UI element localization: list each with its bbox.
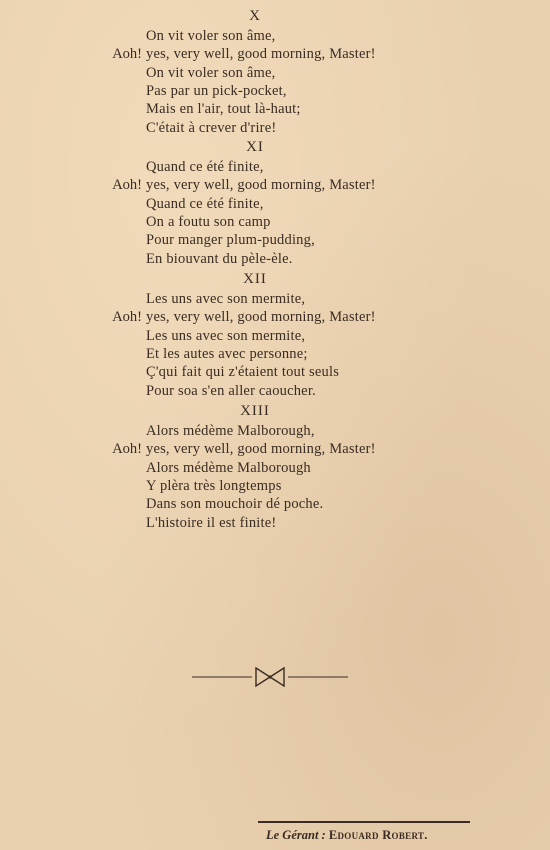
poem-line: Pour soa s'en aller caoucher. (146, 382, 316, 399)
poem-line: yes, very well, good morning, Master! (146, 46, 376, 63)
poem-line: Pour manger plum-pudding, (146, 232, 315, 249)
poem-line: C'était à crever d'rire! (146, 119, 277, 136)
poem-line: yes, very well, good morning, Master! (146, 309, 376, 326)
poem-line: Quand ce été finite, (146, 159, 264, 175)
stanza-numeral: XII (243, 271, 267, 287)
stanza-numeral: XI (246, 139, 264, 155)
poem-line: Ç'qui fait qui z'étaient tout seuls (146, 364, 340, 381)
poem-line: Dans son mouchoir dé poche. (146, 496, 324, 513)
stanza-numeral: X (249, 8, 261, 24)
poem-line: Les uns avec son mermite, (146, 291, 306, 307)
refrain-prefix: Aoh! (112, 177, 142, 194)
signature-rule (258, 821, 470, 823)
stanza-numeral: XIII (240, 403, 270, 419)
poem-line: En biouvant du pèle-èle. (146, 250, 293, 267)
poem-line: Y plèra très longtemps (146, 477, 282, 494)
poem-line: On vit voler son âme, (146, 28, 276, 44)
signature-name: Edouard Robert. (328, 828, 428, 842)
refrain-prefix: Aoh! (112, 46, 142, 63)
poem-line: yes, very well, good morning, Master! (146, 441, 376, 458)
poem-line: Quand ce été finite, (146, 195, 264, 212)
signature-line (266, 828, 428, 843)
poem-line: Pas par un pick-pocket, (146, 82, 287, 99)
poem-line: L'histoire il est finite! (146, 514, 277, 531)
signature-role: Le Gérant : (266, 828, 326, 842)
ornament-divider (190, 664, 350, 690)
refrain-prefix: Aoh! (112, 441, 142, 458)
poem-line: On a foutu son camp (146, 213, 271, 230)
poem-line: Les uns avec son mermite, (146, 327, 306, 344)
poem-line: Alors médème Malborough, (146, 423, 315, 439)
poem-line: yes, very well, good morning, Master! (146, 177, 376, 194)
poem-line: Mais en l'air, tout là-haut; (146, 101, 301, 118)
poem-line: Alors médème Malborough (146, 459, 311, 476)
refrain-prefix: Aoh! (112, 309, 142, 326)
poem-line: Et les autes avec personne; (146, 345, 308, 362)
poem-line: On vit voler son âme, (146, 64, 276, 81)
